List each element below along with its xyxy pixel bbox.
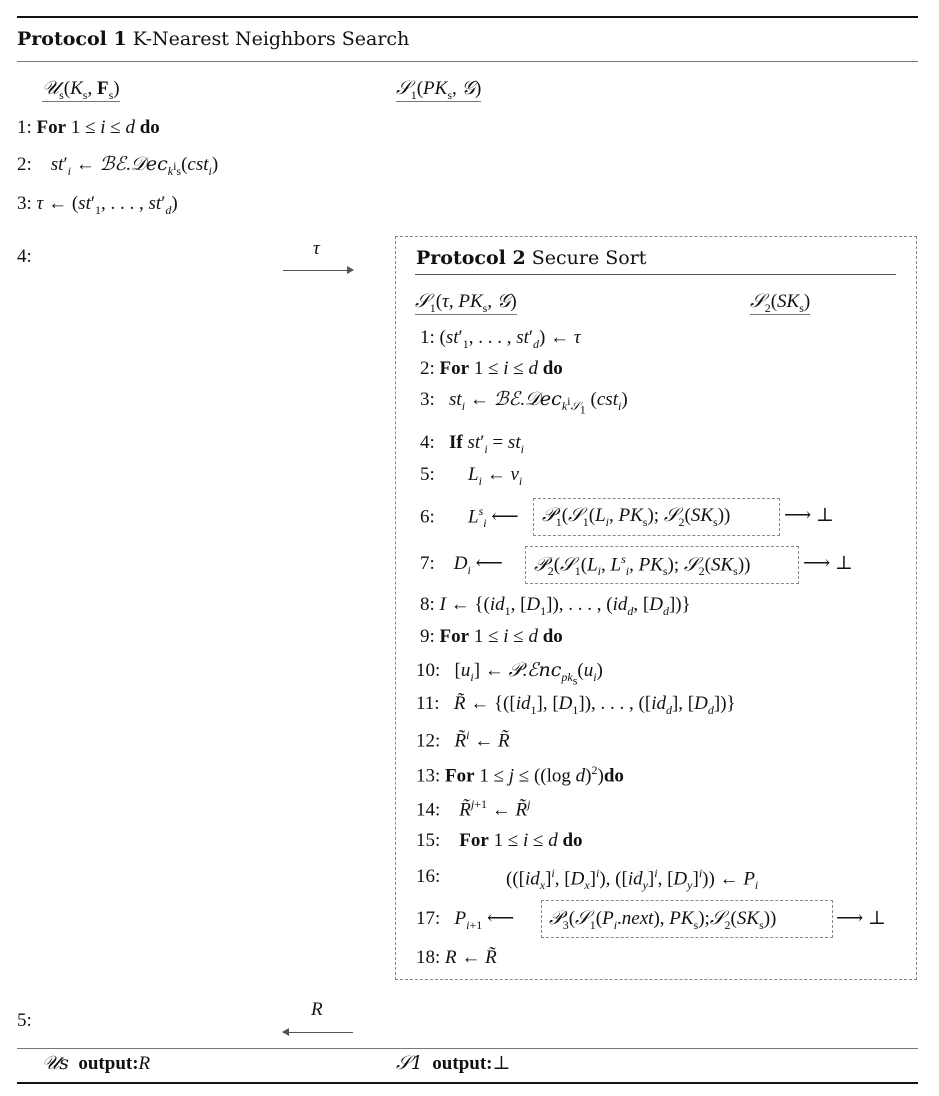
party-server1-sort-header: 𝒮$_1$(τ, $PK_s$, 𝒢) — [415, 290, 517, 315]
p2-line-6-output: ⟶ ⊥ — [784, 505, 834, 526]
output-server1: 𝒮1 output:⊥ — [396, 1052, 511, 1074]
party-server1-header: $𝒮_1(PK_s$, 𝒢) — [396, 77, 482, 102]
protocol2-label: Protocol 2 — [416, 247, 526, 269]
p2-line-4: 4: If $st'_i = st_i$ — [420, 432, 524, 456]
output-rule — [17, 1048, 918, 1049]
p2-line-11: 11: R̃ ← {($[id_1]$, $[D_1]$), . . . , ($[id_d]$, $[D_d]$)} — [416, 693, 736, 717]
protocol2-title: Secure Sort — [531, 247, 647, 269]
protocol1-title: K-Nearest Neighbors Search — [132, 28, 410, 50]
party-server2-sort-header: $𝒮_2(SK_s)$ — [750, 290, 811, 315]
message-tau-label: τ — [313, 238, 320, 259]
p2-line-17: 17: $P_{i+1}$ ⟵ — [416, 908, 515, 932]
p1-line-2: 2: $st'_i$ ← ℬℰ.𝒟ec$_{k^is}$(cst$_i$) — [17, 153, 219, 178]
p1-line-3: 3: τ ← ($st'_1$, . . . , $st'_d$) — [17, 193, 178, 217]
bottom-rule — [17, 1082, 918, 1084]
caption-rule — [17, 61, 918, 62]
p2-line-16: 16: — [416, 866, 441, 887]
p2-line-10: 10: $[u_i]$ ← $𝒫.ℰnc_{pk_s}(u_i)$ — [416, 659, 603, 688]
p2-line-1: 1: ($st'_1$, . . . , $st'_d$) ← τ — [420, 327, 581, 351]
p2-line-17-output: ⟶ ⊥ — [836, 908, 886, 929]
p1-line-4: 4: — [17, 246, 32, 267]
p2-line-3: 3: $st_i$ ← ℬℰ.𝒟ec$_{k^i𝒮_1}$ (cst$_i$) — [420, 388, 628, 417]
p1-line-5: 5: — [17, 1010, 32, 1031]
p2-line-5: 5: $L_i$ ← $v_i$ — [420, 464, 523, 488]
subprotocol-p3: $𝒫_3(𝒮_1(P_i.next)$, $PK_s);𝒮_2(SK_s)$) — [549, 907, 777, 932]
p2-line-13: 13: For 1 ≤ j ≤ ((log d)$^2$)do — [416, 763, 624, 787]
subprotocol-p2: $𝒫_2(𝒮_1(L_i$, $L^s_i$, $PK_s$); $𝒮_2(SK_s)$) — [534, 552, 751, 579]
protocol2-caption-rule — [415, 274, 896, 275]
p2-line-9: 9: For 1 ≤ i ≤ d do — [420, 626, 563, 647]
protocol1-caption — [17, 28, 409, 50]
p2-line-15: 15: For 1 ≤ i ≤ d do — [416, 830, 583, 851]
protocol2-caption — [416, 247, 646, 269]
p2-line-12: 12: R̃$^i$ ← R̃ — [416, 728, 510, 752]
message-R-label: R — [311, 999, 323, 1020]
arrow-left-icon — [283, 1032, 353, 1033]
top-rule — [17, 16, 918, 18]
p2-line-8: 8: I ← {($id_1$, $[D_1]$), . . . , ($id_d$, $[D_d]$)} — [420, 594, 691, 618]
p2-line-2: 2: For 1 ≤ i ≤ d do — [420, 358, 563, 379]
arrow-right-icon — [283, 270, 353, 271]
party-user-header: $𝒰_s(K_s$, $F_s$) — [42, 77, 120, 102]
p2-line-14: 14: R̃$^{j+1}$ ← R̃$^j$ — [416, 797, 531, 821]
p2-line-7-output: ⟶ ⊥ — [803, 553, 853, 574]
p2-line-6: 6: $L^s_i$ ⟵ — [420, 504, 519, 531]
p2-line-18: 18: R ← R̃ — [416, 947, 497, 968]
output-user-party: 𝒰s — [42, 1052, 69, 1074]
output-server1-party: 𝒮1 — [396, 1052, 423, 1074]
p1-line-1: 1: For 1 ≤ i ≤ d do — [17, 117, 160, 138]
subprotocol-p1: $𝒫_1(𝒮_1(L_i$, $PK_s$); $𝒮_2(SK_s)$) — [542, 504, 731, 529]
output-user: 𝒰s output:R — [42, 1052, 151, 1074]
p2-line-7: 7: $D_i$ ⟵ — [420, 553, 503, 577]
p2-line-16-expr: (($[id_x]^i$, $[D_x]^i$), ($[id_y]^i$, $[D_y]^i$)) ← $P_i$ — [506, 866, 759, 893]
protocol1-label: Protocol 1 — [17, 28, 127, 50]
